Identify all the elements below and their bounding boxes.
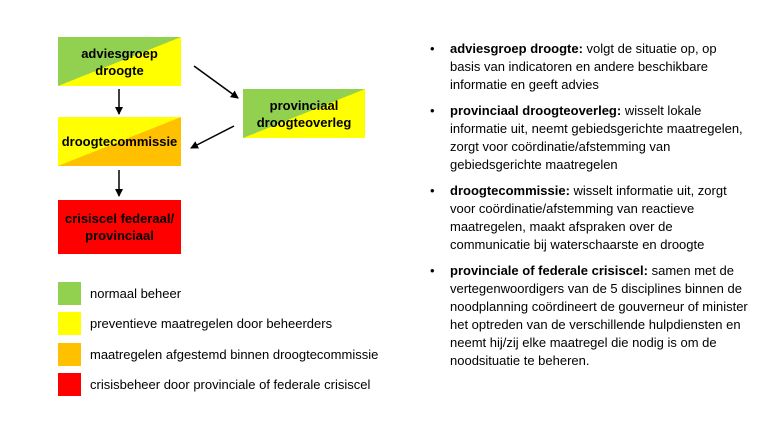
box-crisiscel-line1: crisiscel federaal/ xyxy=(64,211,175,226)
legend-item-crisisbeheer xyxy=(58,372,370,396)
bullet-text: wisselt informatie uit, zorgt voor coördinatie/afstemming van reactieve maatregelen, maakt afspraken over de communicatie bij waterschaarste en droogte xyxy=(450,183,727,252)
box-adviesgroep-line2: droogte xyxy=(95,62,144,78)
legend-swatch xyxy=(58,312,81,335)
list-item xyxy=(430,102,750,174)
box-provinciaal-line2: droogteoverleg xyxy=(256,114,352,130)
list-item xyxy=(430,262,750,370)
legend-swatch xyxy=(58,282,81,305)
bullet-term: provinciale of federale crisiscel: xyxy=(450,263,648,278)
box-crisiscel-line2: provinciaal xyxy=(85,228,154,243)
bullet-term: adviesgroep droogte: xyxy=(450,41,583,56)
bullet-term: droogtecommissie: xyxy=(450,183,570,198)
box-adviesgroep-line1: adviesgroep xyxy=(81,45,158,61)
list-item xyxy=(430,182,750,254)
box-provinciaal-line1: provinciaal xyxy=(269,97,339,113)
bullet-text: volgt de situatie op, op basis van indicatoren en andere beschikbare informatie en geeft advies xyxy=(450,41,717,92)
list-item xyxy=(430,40,750,94)
box-droogtecommissie-label: droogtecommissie xyxy=(61,134,178,149)
legend-label: preventieve maatregelen door beheerders xyxy=(90,315,333,331)
legend-swatch xyxy=(58,373,81,396)
bullet-text: samen met de vertegenwoordigers van de 5 disciplines binnen de noodplanning coördineert de gouverneur of minister het optreden van de verschillende hulpdiensten en neemt hij/zij elke maatregel die nodig is om de noodsituatie te beheren. xyxy=(450,263,748,368)
bullet-text: wisselt lokale informatie uit, neemt gebiedsgerichte maatregelen, zorgt voor coördinatie/afstemming van gebiedsgerichte maatregelen xyxy=(450,103,743,172)
legend-item-normaal xyxy=(58,281,181,305)
legend-item-afgestemd xyxy=(58,342,378,366)
legend-item-preventief xyxy=(58,311,332,335)
legend-label: maatregelen afgestemd binnen droogtecommissie xyxy=(90,346,379,362)
legend-swatch xyxy=(58,343,81,366)
legend-label: crisisbeheer door provinciale of federale crisiscel xyxy=(90,376,371,392)
legend-label: normaal beheer xyxy=(90,285,182,301)
arrow-provinciaal-to-droogtecommissie xyxy=(191,126,234,148)
explanation-list xyxy=(430,40,750,378)
bullet-term: provinciaal droogteoverleg: xyxy=(450,103,622,118)
arrow-adviesgroep-to-provinciaal xyxy=(194,66,238,98)
